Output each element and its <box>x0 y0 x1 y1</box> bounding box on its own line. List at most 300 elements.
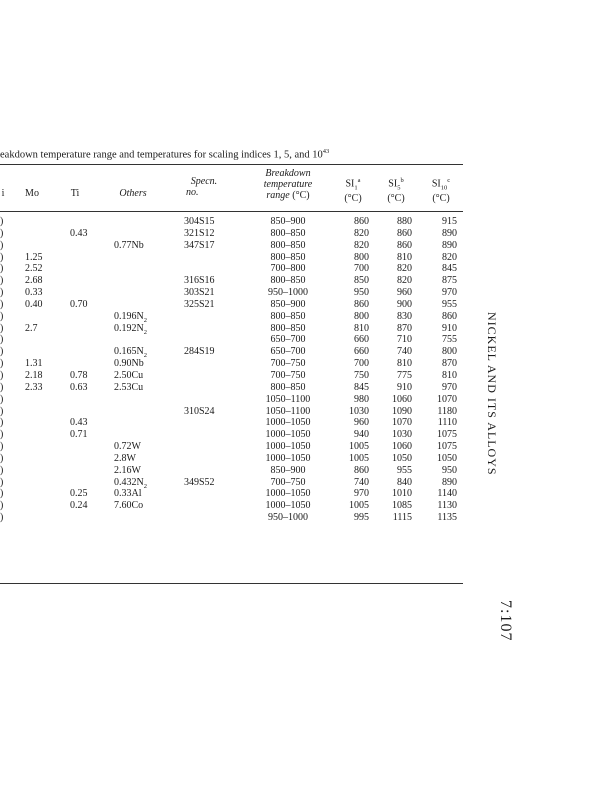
header-si1 <box>334 175 372 204</box>
table-row <box>0 323 463 335</box>
cell-breakdown-range-text: 850–900 <box>270 216 306 227</box>
row-mark <box>0 477 6 489</box>
row-mark-text: ) <box>0 512 4 524</box>
cell-si1-text: 980 <box>354 393 369 405</box>
cell-breakdown-range-text: 950–1000 <box>268 287 308 299</box>
cell-si1 <box>337 358 369 370</box>
cell-si1 <box>337 299 369 311</box>
cell-specn <box>184 477 215 489</box>
cell-others-text: 0.77Nb <box>114 239 144 251</box>
cell-si1 <box>337 263 369 275</box>
cell-si5-text: 1050 <box>392 452 412 464</box>
cell-si5-text: 710 <box>397 334 412 346</box>
cell-si1-text: 800 <box>354 310 369 322</box>
cell-si10 <box>425 406 457 418</box>
cell-si5-text: 960 <box>397 287 412 299</box>
cell-si5-text: 820 <box>397 275 412 287</box>
cell-others-text: 0.165N <box>114 346 144 358</box>
cell-si10-text: 1135 <box>437 512 457 524</box>
row-mark-text: ) <box>0 275 4 287</box>
cell-breakdown-range <box>246 263 330 275</box>
cell-others <box>114 382 143 394</box>
cell-others-subscript: 2 <box>143 352 147 360</box>
cell-breakdown-range-text: 1050–1100 <box>265 405 311 417</box>
cell-si10-text: 875 <box>442 275 457 287</box>
cell-si5-text: 1070 <box>392 417 412 429</box>
caption-text: eakdown temperature range and temperatures for scaling indices 1, 5, and 10 <box>0 149 323 161</box>
cell-ti-text: 0.43 <box>70 417 88 429</box>
cell-si1 <box>337 429 369 441</box>
row-mark-text: ) <box>0 464 4 476</box>
row-mark-text: ) <box>0 251 4 263</box>
cell-mo-text: 0.33 <box>25 287 43 299</box>
cell-si1-text: 1005 <box>349 441 369 453</box>
cell-breakdown-range <box>246 334 330 346</box>
cell-ti-text: 0.25 <box>70 488 88 500</box>
cell-si10 <box>425 417 457 429</box>
cell-si1-text: 700 <box>354 263 369 275</box>
cell-si5 <box>380 358 412 370</box>
cell-others <box>114 465 141 477</box>
table-row <box>0 512 463 524</box>
cell-si1 <box>337 477 369 489</box>
cell-breakdown-range-text: 800–850 <box>270 227 306 239</box>
cell-ti <box>70 488 88 500</box>
table-caption <box>0 148 329 161</box>
row-mark <box>0 406 6 418</box>
table-row <box>0 252 463 264</box>
header-si10 <box>421 175 461 204</box>
cell-breakdown-range-text: 650–700 <box>270 346 306 358</box>
cell-breakdown-range <box>246 323 330 335</box>
row-mark-text: ) <box>0 263 4 275</box>
cell-si5 <box>380 441 412 453</box>
row-mark-text: ) <box>0 322 4 334</box>
row-mark-text: ) <box>0 227 4 239</box>
cell-others <box>114 441 141 453</box>
cell-ti <box>70 299 88 311</box>
header-specn <box>180 176 228 198</box>
cell-si10 <box>425 465 457 477</box>
cell-si10 <box>425 287 457 299</box>
cell-others-subscript: 2 <box>143 316 147 324</box>
cell-si5-text: 900 <box>397 298 412 310</box>
cell-si1-text: 820 <box>354 239 369 251</box>
cell-ti <box>70 429 88 441</box>
row-mark-text: ) <box>0 216 4 227</box>
cell-si5-text: 1090 <box>392 405 412 417</box>
cell-si1 <box>337 216 369 228</box>
cell-si1-text: 660 <box>354 334 369 346</box>
cell-specn-text: 303S21 <box>184 287 215 299</box>
header-si10-sub: 10 <box>440 184 448 192</box>
table-row <box>0 334 463 346</box>
cell-si10-text: 915 <box>442 216 457 227</box>
cell-si5 <box>380 263 412 275</box>
table-row <box>0 477 463 489</box>
cell-breakdown-range-text: 1000–1050 <box>265 488 311 500</box>
cell-si1 <box>337 512 369 524</box>
cell-ti <box>70 417 88 429</box>
cell-si10 <box>425 488 457 500</box>
table-header-rule <box>0 211 463 212</box>
row-mark-text: ) <box>0 298 4 310</box>
cell-breakdown-range <box>246 394 330 406</box>
cell-si5 <box>380 477 412 489</box>
table-row <box>0 240 463 252</box>
cell-si1 <box>337 441 369 453</box>
cell-si5-text: 910 <box>397 381 412 393</box>
table-row <box>0 228 463 240</box>
cell-si10 <box>425 323 457 335</box>
cell-others <box>114 323 147 335</box>
cell-others <box>114 500 143 512</box>
table-row <box>0 346 463 358</box>
cell-si1 <box>337 346 369 358</box>
cell-si1-text: 740 <box>354 476 369 488</box>
cell-si5-text: 820 <box>397 263 412 275</box>
cell-si5-text: 1060 <box>392 441 412 453</box>
table-row <box>0 500 463 512</box>
cell-si1 <box>337 228 369 240</box>
cell-si5-text: 1010 <box>392 488 412 500</box>
row-mark-text: ) <box>0 500 4 512</box>
cell-si1-text: 940 <box>354 429 369 441</box>
cell-ti-text: 0.71 <box>70 429 88 441</box>
row-mark-text: ) <box>0 405 4 417</box>
cell-mo-text: 2.7 <box>25 322 38 334</box>
cell-specn <box>184 275 215 287</box>
cell-si1-text: 995 <box>354 512 369 524</box>
cell-si1-text: 960 <box>354 417 369 429</box>
cell-breakdown-range <box>246 252 330 264</box>
cell-others <box>114 488 142 500</box>
header-specn-line2: no. <box>186 187 199 198</box>
cell-si10-text: 755 <box>442 334 457 346</box>
cell-breakdown-range-text: 1000–1050 <box>265 441 311 453</box>
cell-si1 <box>337 252 369 264</box>
cell-si5 <box>380 453 412 465</box>
row-mark-text: ) <box>0 417 4 429</box>
header-si10-unit: (°C) <box>432 193 450 205</box>
cell-mo <box>25 263 43 275</box>
cell-si10-text: 860 <box>442 310 457 322</box>
cell-breakdown-range <box>246 228 330 240</box>
cell-si1-text: 810 <box>354 322 369 334</box>
row-mark <box>0 228 6 240</box>
cell-ti <box>70 370 88 382</box>
cell-si10 <box>425 453 457 465</box>
cell-others-text: 2.8W <box>114 452 136 464</box>
cell-si1-text: 970 <box>354 488 369 500</box>
cell-si1-text: 820 <box>354 227 369 239</box>
cell-si5 <box>380 216 412 228</box>
cell-si10 <box>425 394 457 406</box>
cell-si1-text: 860 <box>354 298 369 310</box>
cell-mo-text: 1.25 <box>25 251 43 263</box>
cell-si5 <box>380 488 412 500</box>
cell-si5-text: 1060 <box>392 393 412 405</box>
row-mark-text: ) <box>0 441 4 453</box>
cell-si10-text: 1140 <box>437 488 457 500</box>
header-ti: Ti <box>70 188 80 199</box>
row-mark-text: ) <box>0 476 4 488</box>
cell-si5 <box>380 252 412 264</box>
table-row <box>0 370 463 382</box>
cell-si1 <box>337 323 369 335</box>
row-mark <box>0 370 6 382</box>
cell-breakdown-range <box>246 370 330 382</box>
cell-breakdown-range-text: 800–850 <box>270 251 306 263</box>
header-si5-label: SI <box>388 178 398 190</box>
cell-others-text: 0.196N <box>114 310 144 322</box>
cell-specn-text: 304S15 <box>184 216 215 227</box>
cell-breakdown-range-text: 650–700 <box>270 334 306 346</box>
row-mark-text: ) <box>0 346 4 358</box>
cell-mo-text: 2.52 <box>25 263 43 275</box>
cell-mo-text: 0.40 <box>25 298 43 310</box>
cell-si5 <box>380 240 412 252</box>
row-mark <box>0 334 6 346</box>
cell-specn <box>184 406 215 418</box>
cell-ti-text: 0.70 <box>70 298 88 310</box>
table-row <box>0 441 463 453</box>
cell-si1 <box>337 417 369 429</box>
cell-si5-text: 840 <box>397 476 412 488</box>
cell-others <box>114 358 144 370</box>
cell-si1 <box>337 382 369 394</box>
row-mark-text: ) <box>0 239 4 251</box>
cell-breakdown-range <box>246 488 330 500</box>
cell-others-text: 2.16W <box>114 464 141 476</box>
cell-si1 <box>337 311 369 323</box>
cell-ti <box>70 500 88 512</box>
cell-si10 <box>425 299 457 311</box>
cell-others <box>114 346 147 358</box>
cell-mo <box>25 252 43 264</box>
cell-specn-text: 321S12 <box>184 227 215 239</box>
cell-si10-text: 800 <box>442 346 457 358</box>
cell-si10-text: 910 <box>442 322 457 334</box>
cell-breakdown-range-text: 800–850 <box>270 239 306 251</box>
header-si1-sup: a <box>357 177 361 184</box>
cell-si5 <box>380 228 412 240</box>
row-mark <box>0 216 6 228</box>
cell-breakdown-range <box>246 500 330 512</box>
cell-si5-text: 810 <box>397 358 412 370</box>
row-mark <box>0 252 6 264</box>
cell-breakdown-range <box>246 453 330 465</box>
cell-si10-text: 890 <box>442 476 457 488</box>
cell-mo <box>25 370 43 382</box>
cell-si10 <box>425 311 457 323</box>
table-row <box>0 488 463 500</box>
cell-si10-text: 950 <box>442 464 457 476</box>
running-head: NICKEL AND ITS ALLOYS <box>485 312 499 476</box>
table-row <box>0 275 463 287</box>
cell-breakdown-range <box>246 275 330 287</box>
cell-si10 <box>425 263 457 275</box>
cell-mo <box>25 323 38 335</box>
cell-si10-text: 970 <box>442 287 457 299</box>
table-row <box>0 311 463 323</box>
row-mark <box>0 500 6 512</box>
cell-others-text: 2.50Cu <box>114 369 144 381</box>
cell-breakdown-range <box>246 287 330 299</box>
cell-si1-text: 860 <box>354 216 369 227</box>
cell-breakdown-range <box>246 382 330 394</box>
cell-breakdown-range <box>246 429 330 441</box>
cell-si1 <box>337 287 369 299</box>
cell-si5-text: 830 <box>397 310 412 322</box>
cell-si1 <box>337 240 369 252</box>
cell-si10 <box>425 216 457 228</box>
cell-si5 <box>380 311 412 323</box>
cell-si1 <box>337 370 369 382</box>
cell-si10 <box>425 334 457 346</box>
cell-si1-text: 845 <box>354 381 369 393</box>
table-row <box>0 406 463 418</box>
cell-breakdown-range <box>246 358 330 370</box>
cell-others <box>114 453 136 465</box>
header-si5 <box>377 175 415 204</box>
header-range-line3 <box>240 190 336 201</box>
cell-mo <box>25 287 43 299</box>
row-mark <box>0 512 6 524</box>
cell-si10 <box>425 252 457 264</box>
row-mark <box>0 488 6 500</box>
cell-si1-text: 660 <box>354 346 369 358</box>
row-mark <box>0 323 6 335</box>
cell-others-text: 7.60Co <box>114 500 144 512</box>
header-partial-column: i <box>1 188 5 199</box>
cell-specn-text: 310S24 <box>184 405 215 417</box>
cell-si1-text: 800 <box>354 251 369 263</box>
cell-others-text: 0.72W <box>114 441 141 453</box>
row-mark <box>0 311 6 323</box>
cell-si5 <box>380 429 412 441</box>
row-mark <box>0 394 6 406</box>
cell-breakdown-range-text: 850–900 <box>270 464 306 476</box>
cell-si10 <box>425 275 457 287</box>
cell-si10-text: 890 <box>442 239 457 251</box>
cell-si1-text: 1005 <box>349 452 369 464</box>
row-mark-text: ) <box>0 334 4 346</box>
cell-si5 <box>380 406 412 418</box>
row-mark <box>0 346 6 358</box>
cell-breakdown-range-text: 1000–1050 <box>265 452 311 464</box>
cell-si5-text: 1115 <box>392 512 412 524</box>
cell-si5 <box>380 394 412 406</box>
cell-si10 <box>425 441 457 453</box>
table-row <box>0 417 463 429</box>
cell-ti <box>70 228 88 240</box>
cell-si1 <box>337 406 369 418</box>
cell-specn-text: 349S52 <box>184 476 215 488</box>
table-row <box>0 216 463 228</box>
cell-si10 <box>425 382 457 394</box>
cell-si1-text: 950 <box>354 287 369 299</box>
cell-others <box>114 370 143 382</box>
cell-breakdown-range <box>246 311 330 323</box>
cell-si5-text: 1030 <box>392 429 412 441</box>
cell-breakdown-range <box>246 346 330 358</box>
cell-si10-text: 845 <box>442 263 457 275</box>
cell-si5 <box>380 323 412 335</box>
cell-specn <box>184 228 215 240</box>
cell-si5 <box>380 346 412 358</box>
cell-si10-text: 1110 <box>437 417 457 429</box>
header-range-line1: Breakdown <box>265 168 311 179</box>
cell-si5-text: 810 <box>397 251 412 263</box>
cell-si10-text: 955 <box>442 298 457 310</box>
row-mark <box>0 429 6 441</box>
cell-si1-text: 1005 <box>349 500 369 512</box>
cell-si10 <box>425 370 457 382</box>
header-si5-sub: 5 <box>397 184 401 192</box>
cell-others-subscript: 2 <box>143 328 147 336</box>
cell-si5 <box>380 465 412 477</box>
header-breakdown-range <box>240 168 336 201</box>
cell-mo <box>25 299 43 311</box>
header-si10-label: SI <box>431 178 441 190</box>
cell-si10 <box>425 429 457 441</box>
cell-mo-text: 1.31 <box>25 358 43 370</box>
cell-others-text: 0.90Nb <box>114 358 144 370</box>
cell-mo <box>25 382 43 394</box>
table-row <box>0 287 463 299</box>
row-mark <box>0 263 6 275</box>
cell-mo <box>25 358 43 370</box>
cell-si10 <box>425 346 457 358</box>
cell-si1-text: 850 <box>354 275 369 287</box>
cell-breakdown-range-text: 850–900 <box>270 298 306 310</box>
cell-si10 <box>425 500 457 512</box>
cell-si5-text: 740 <box>397 346 412 358</box>
cell-mo <box>25 275 43 287</box>
cell-si1 <box>337 465 369 477</box>
cell-breakdown-range-text: 700–750 <box>270 476 306 488</box>
cell-si10 <box>425 240 457 252</box>
cell-si10-text: 1070 <box>437 393 457 405</box>
cell-si5 <box>380 299 412 311</box>
row-mark-text: ) <box>0 488 4 500</box>
cell-breakdown-range-text: 1000–1050 <box>265 429 311 441</box>
cell-si5 <box>380 275 412 287</box>
header-mo: Mo <box>25 188 39 199</box>
cell-si5 <box>380 417 412 429</box>
cell-specn-text: 347S17 <box>184 239 215 251</box>
cell-breakdown-range-text: 800–850 <box>270 322 306 334</box>
row-mark <box>0 382 6 394</box>
cell-si5-text: 1085 <box>392 500 412 512</box>
cell-ti <box>70 382 88 394</box>
row-mark-text: ) <box>0 287 4 299</box>
row-mark <box>0 275 6 287</box>
cell-si10 <box>425 228 457 240</box>
cell-specn <box>184 346 215 358</box>
cell-others-text: 2.53Cu <box>114 381 144 393</box>
cell-breakdown-range-text: 1000–1050 <box>265 500 311 512</box>
header-range-unit: (°C) <box>292 190 310 201</box>
cell-si5 <box>380 287 412 299</box>
header-range-word: range <box>266 190 290 201</box>
row-mark-text: ) <box>0 310 4 322</box>
cell-si10-text: 820 <box>442 251 457 263</box>
cell-breakdown-range <box>246 441 330 453</box>
cell-specn <box>184 240 215 252</box>
cell-breakdown-range-text: 950–1000 <box>268 512 308 524</box>
